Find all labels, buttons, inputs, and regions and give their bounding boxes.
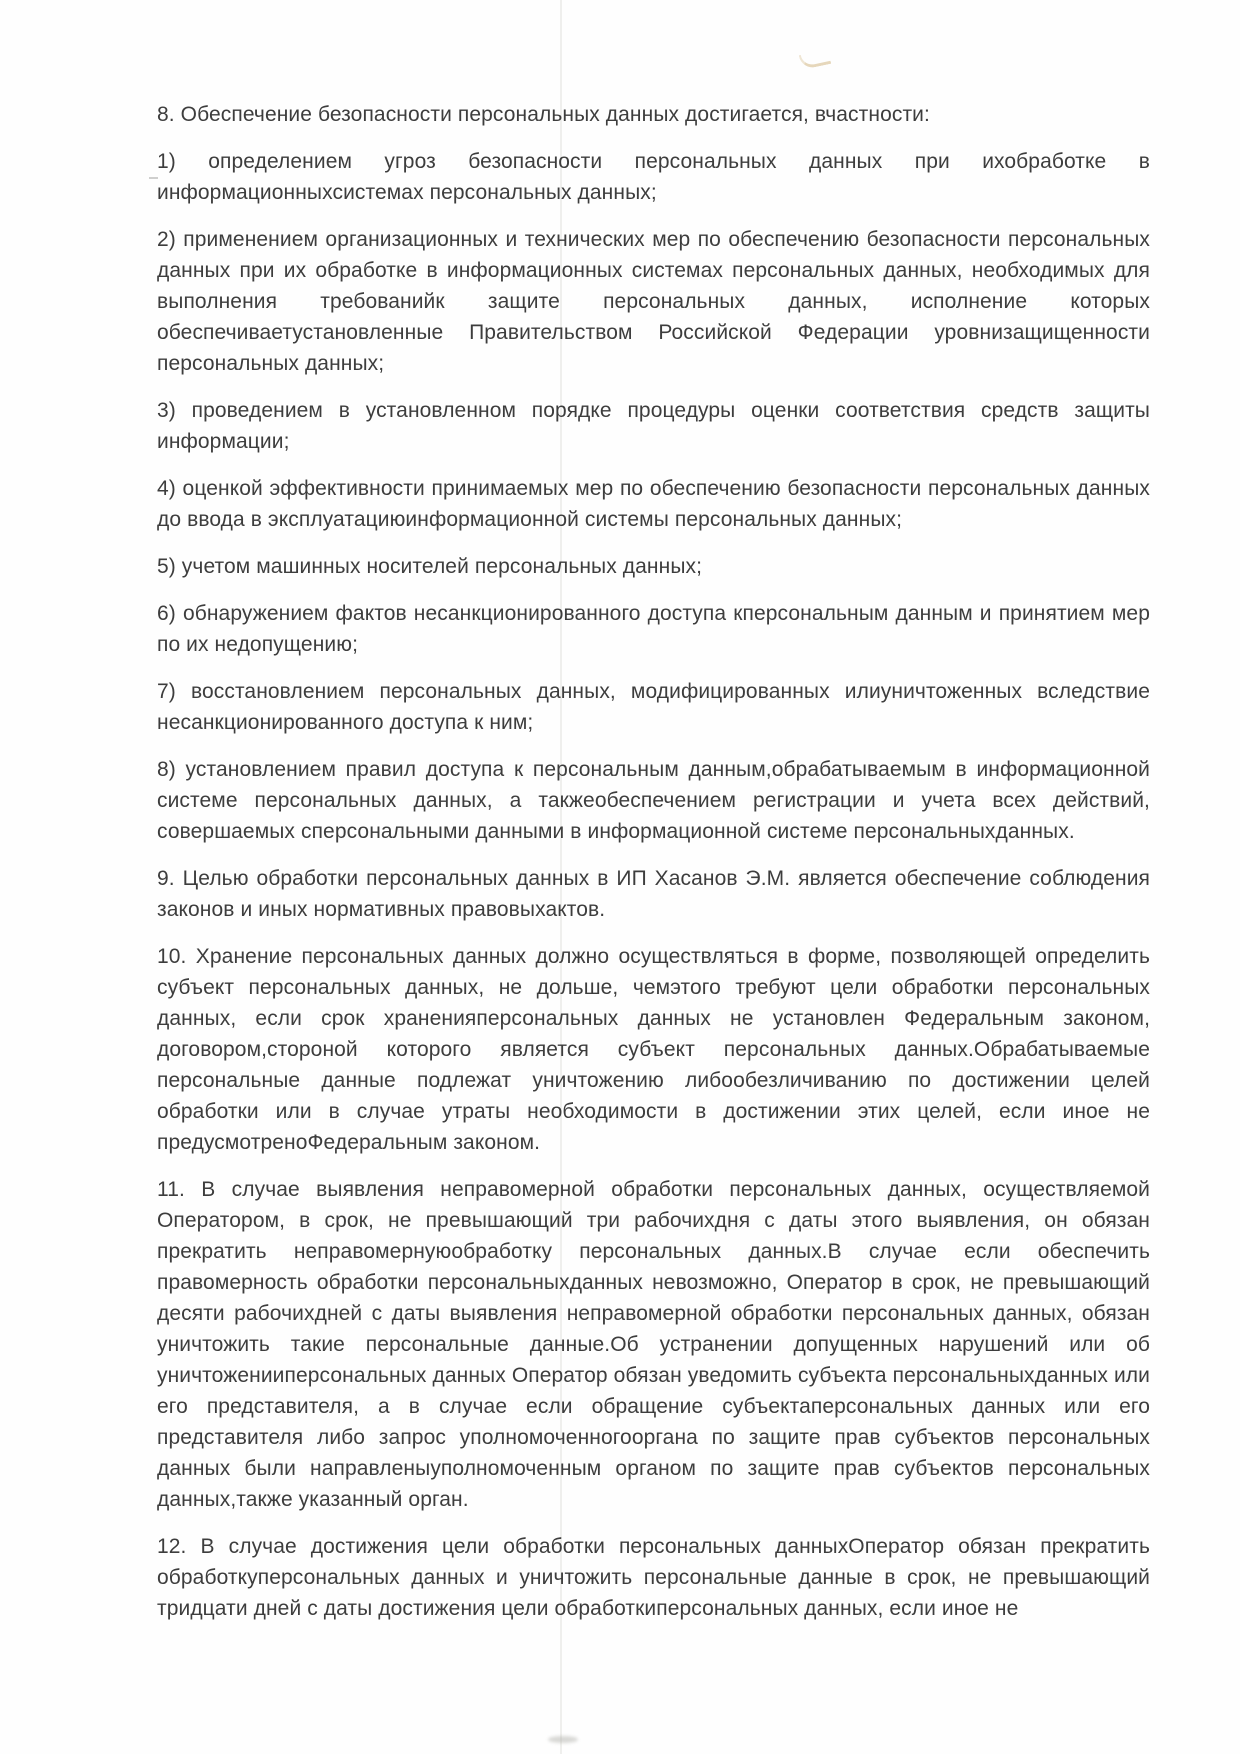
paragraph-10: 10. Хранение персональных данных должно осуществляться в форме, позволяющей определить субъект персональных данных, не дольше, чемэтого требуют цели обработки персональных данных, если срок храненияперсональных данных не установлен Федеральным законом, договором,стороной которого является субъект персональных данных.Обрабатываемые персональные данные подлежат уничтожению либообезличиванию по достижении целей обработки или в случае утраты необходимости в достижении этих целей, если иное не предусмотреноФедеральным законом. (157, 945, 1150, 1154)
paragraph-item-7: 7) восстановлением персональных данных, модифицированных илиуничтоженных вследствие несанкционированного доступа к ним; (157, 680, 1150, 734)
paragraph-8-heading: 8. Обеспечение безопасности персональных данных достигается, вчастности: (157, 103, 930, 126)
paragraph-item-3: 3) проведением в установленном порядке процедуры оценки соответствия средств защиты информации; (157, 399, 1150, 453)
paragraph-item-4: 4) оценкой эффективности принимаемых мер по обеспечению безопасности персональных данных до ввода в эксплуатациюинформационной системы персональных данных; (157, 477, 1150, 531)
document-body (157, 99, 1150, 1640)
scan-squiggle-artifact (799, 49, 831, 70)
paragraph-item-6: 6) обнаружением фактов несанкционированного доступа кперсональным данным и принятием мер по их недопущению; (157, 602, 1150, 656)
scan-smudge-artifact (548, 1736, 578, 1743)
paragraph-item-2: 2) применением организационных и технических мер по обеспечению безопасности персональных данных при их обработке в информационных системах персональных данных, необходимых для выполнения требованийк защите персональных данных, исполнение которых обеспечиваетустановленные Правительством Российской Федерации уровнизащищенности персональных данных; (157, 228, 1150, 375)
paragraph-11: 11. В случае выявления неправомерной обработки персональных данных, осуществляемой Оператором, в срок, не превышающий три рабочихдня с даты этого выявления, он обязан прекратить неправомернуюобработку персональных данных.В случае если обеспечить правомерность обработки персональныхданных невозможно, Оператор в срок, не превышающий десяти рабочихдней с даты выявления неправомерной обработки персональных данных, обязан уничтожить такие персональные данные.Об устранении допущенных нарушений или об уничтоженииперсональных данных Оператор обязан уведомить субъекта персональныхданных или его представителя, а в случае если обращение субъектаперсональных данных или его представителя либо запрос уполномоченногооргана по защите прав субъектов персональных данных были направленыуполномоченным органом по защите прав субъектов персональных данных,также указанный орган. (157, 1178, 1150, 1511)
paragraph-item-5: 5) учетом машинных носителей персональных данных; (157, 555, 703, 578)
paragraph-12: 12. В случае достижения цели обработки персональных данныхОператор обязан прекратить обработкуперсональных данных и уничтожить персональные данные в срок, не превышающий тридцати дней с даты достижения цели обработкиперсональных данных, если иное не (157, 1535, 1150, 1620)
paragraph-item-1: 1) определением угроз безопасности персональных данных при ихобработке в информационныхсистемах персональных данных; (157, 150, 1150, 204)
paragraph-9: 9. Целью обработки персональных данных в ИП Хасанов Э.М. является обеспечение соблюдения законов и иных нормативных правовыхактов. (157, 867, 1150, 921)
paragraph-item-8: 8) установлением правил доступа к персональным данным,обрабатываемым в информационной системе персональных данных, а такжеобеспечением регистрации и учета всех действий, совершаемых сперсональными данными в информационной системе персональныхданных. (157, 758, 1150, 843)
